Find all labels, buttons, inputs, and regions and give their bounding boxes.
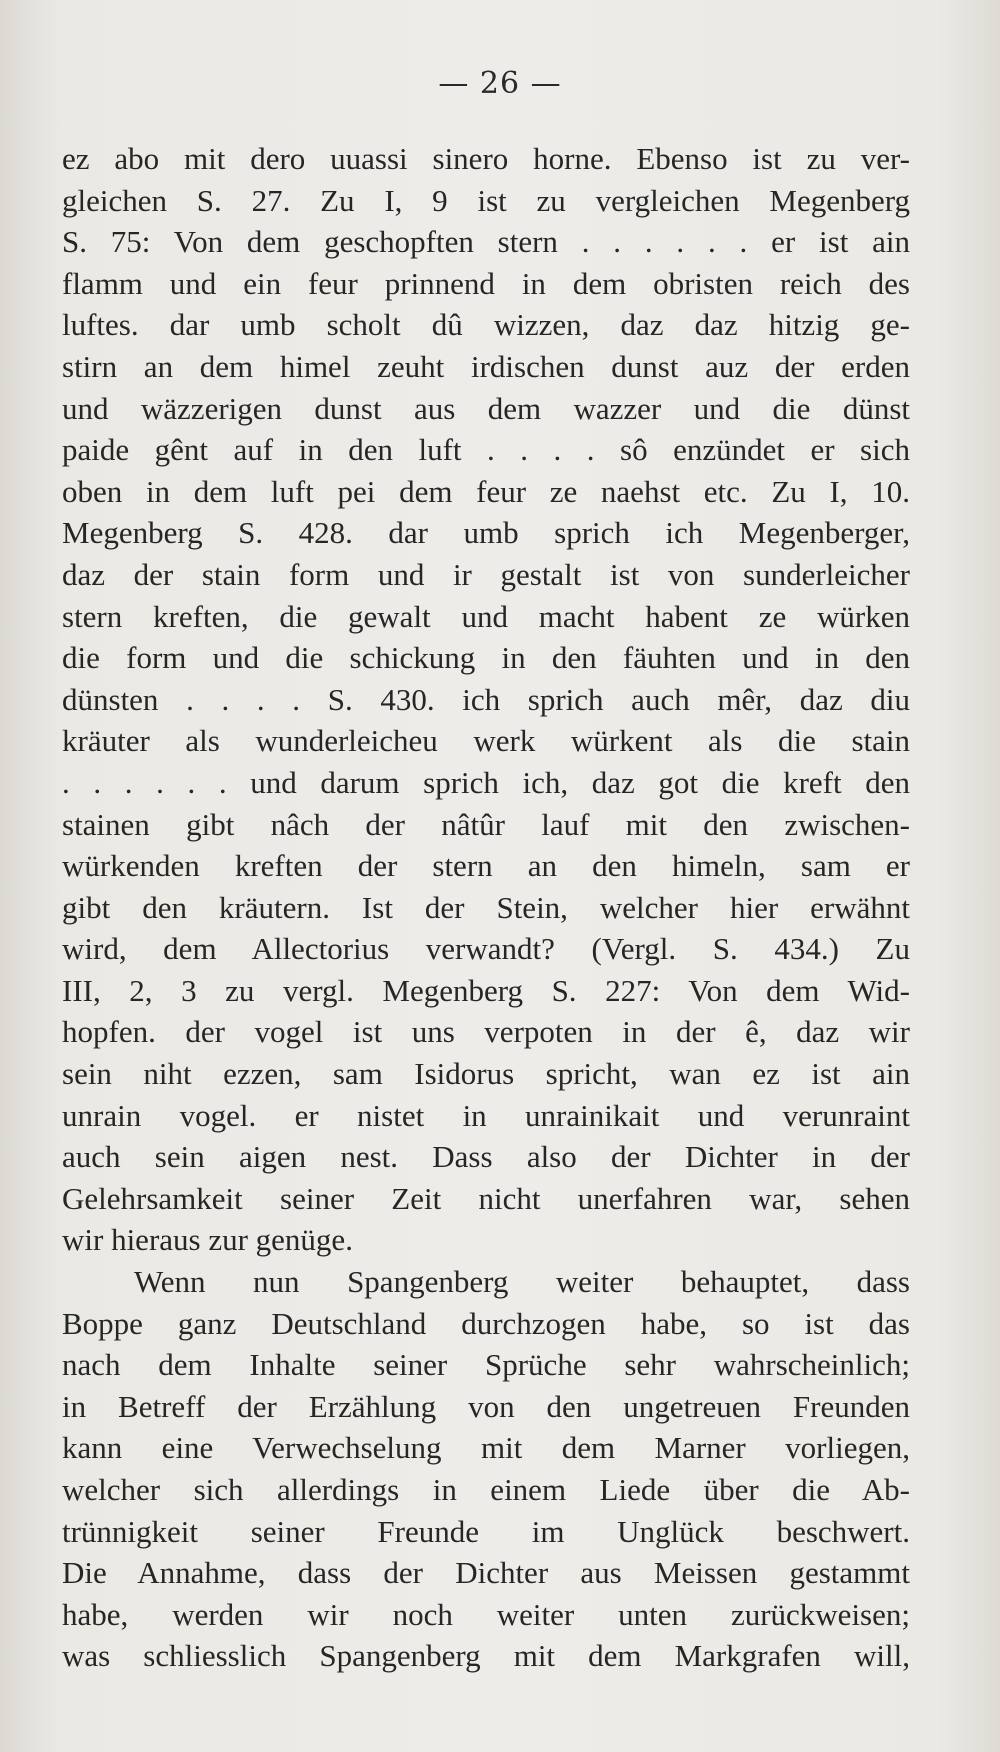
text-line: würkenden kreften der stern an den himeln, sam er xyxy=(62,848,910,884)
text-line: paide gênt auf in den luft . . . . sô enzündet er sich xyxy=(62,432,910,468)
text-line: nach dem Inhalte seiner Sprüche sehr wahrscheinlich; xyxy=(62,1347,910,1383)
text-line: ez abo mit dero uuassi sinero horne. Ebenso ist zu ver- xyxy=(62,141,910,176)
text-line: trünnigkeit seiner Freunde im Unglück beschwert. xyxy=(62,1513,910,1549)
text-line: Wenn nun Spangenberg weiter behauptet, dass xyxy=(134,1264,910,1300)
text-line: oben in dem luft pei dem feur ze naehst etc. Zu I, 10. xyxy=(62,473,910,509)
text-line: stainen gibt nâch der nâtûr lauf mit den zwischen- xyxy=(62,806,910,842)
text-line: flamm und ein feur prinnend in dem obristen reich des xyxy=(62,265,910,301)
text-line: unrain vogel. er nistet in unrainikait und verunraint xyxy=(62,1097,910,1133)
text-line: welcher sich allerdings in einem Liede über die Ab- xyxy=(62,1472,910,1507)
text-line: stirn an dem himel zeuht irdischen dunst auz der erden xyxy=(62,348,910,384)
text-line: Boppe ganz Deutschland durchzogen habe, so ist das xyxy=(62,1305,910,1341)
text-line: hopfen. der vogel ist uns verpoten in der ê, daz wir xyxy=(62,1014,910,1050)
text-line: luftes. dar umb scholt dû wizzen, daz daz hitzig ge- xyxy=(62,307,910,343)
text-line: S. 75: Von dem geschopften stern . . . . . . er ist ain xyxy=(62,224,910,260)
text-line: in Betreff der Erzählung von den ungetreuen Freunden xyxy=(62,1388,910,1424)
body-text xyxy=(62,138,910,1677)
text-line: daz der stain form und ir gestalt ist von sunderleicher xyxy=(62,556,910,592)
text-line: Gelehrsamkeit seiner Zeit nicht unerfahren war, sehen xyxy=(62,1180,910,1216)
text-line: gibt den kräutern. Ist der Stein, welcher hier erwähnt xyxy=(62,889,910,925)
text-line: kann eine Verwechselung mit dem Marner vorliegen, xyxy=(62,1430,910,1466)
text-line: stern kreften, die gewalt und macht habent ze würken xyxy=(62,598,910,634)
paragraph-2 xyxy=(62,1261,910,1677)
text-line: wir hieraus zur genüge. xyxy=(62,1222,353,1258)
text-line: Die Annahme, dass der Dichter aus Meissen gestammt xyxy=(62,1555,910,1591)
text-line: auch sein aigen nest. Dass also der Dichter in der xyxy=(62,1139,910,1175)
text-line: . . . . . . und darum sprich ich, daz got die kreft den xyxy=(62,764,910,800)
text-line: kräuter als wunderleicheu werk würkent als die stain xyxy=(62,723,910,759)
text-line: gleichen S. 27. Zu I, 9 ist zu vergleichen Megenberg xyxy=(62,182,910,218)
text-line: III, 2, 3 zu vergl. Megenberg S. 227: Von dem Wid- xyxy=(62,972,910,1008)
paragraph-1 xyxy=(62,138,910,1261)
text-line: dünsten . . . . S. 430. ich sprich auch mêr, daz diu xyxy=(62,681,910,717)
text-line: was schliesslich Spangenberg mit dem Markgrafen will, xyxy=(62,1638,910,1674)
text-line: habe, werden wir noch weiter unten zurückweisen; xyxy=(62,1596,910,1632)
page-number: — 26 — xyxy=(438,66,562,101)
text-line: die form und die schickung in den fäuhten und in den xyxy=(62,640,910,676)
text-line: und wäzzerigen dunst aus dem wazzer und die dünst xyxy=(62,390,910,426)
text-line: Megenberg S. 428. dar umb sprich ich Megenberger, xyxy=(62,515,910,551)
text-line: wird, dem Allectorius verwandt? (Vergl. S. 434.) Zu xyxy=(62,931,910,967)
text-line: sein niht ezzen, sam Isidorus spricht, wan ez ist ain xyxy=(62,1056,910,1092)
